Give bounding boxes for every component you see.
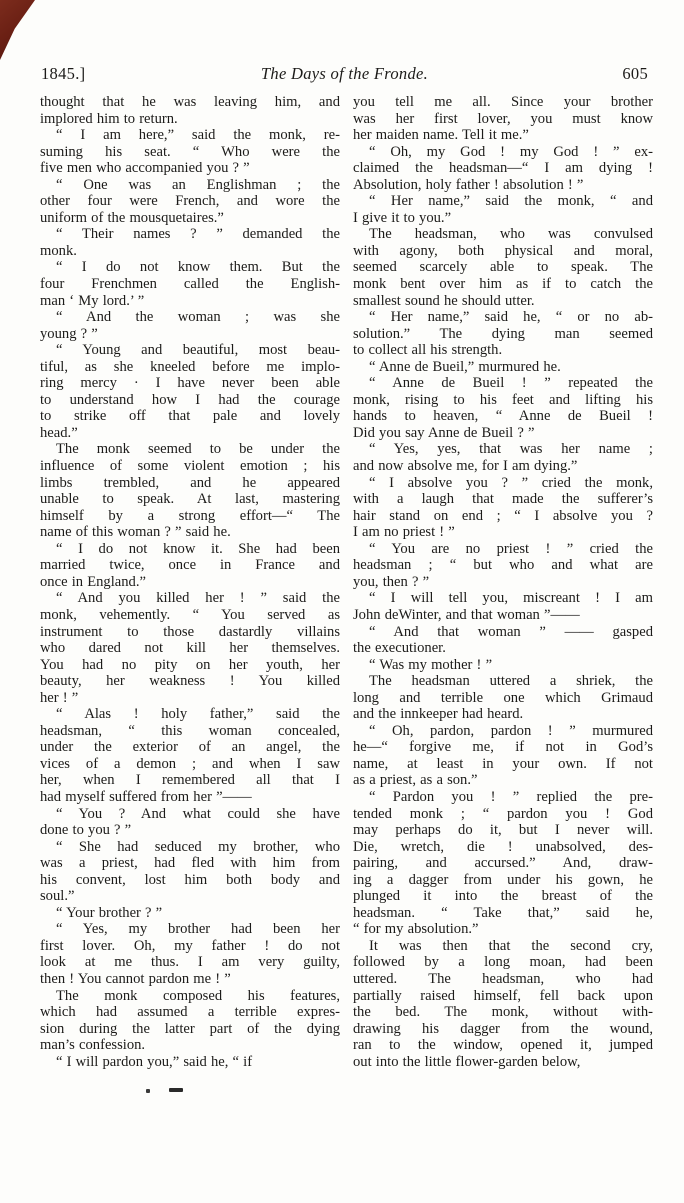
paragraph [353,226,653,309]
paragraph [40,988,340,1054]
text-line: “ And the woman ; was she [56,309,340,326]
paragraph [40,177,340,227]
text-line: plunged it into the breast of the [353,888,653,905]
text-line: her maiden name. Tell it me.” [353,127,529,144]
paragraph [40,706,340,805]
paragraph [353,541,653,591]
text-line: You had no pity on her youth, her [40,656,340,673]
text-line: suming his seat. “ Who were the [40,143,340,160]
paragraph [353,359,653,376]
text-line: “ I do not know them. But the [56,259,340,276]
text-line: “ Yes, yes, that was her name ; [369,441,653,458]
text-line: “ Anne de Bueil ! ” repeated the [369,375,653,392]
text-line: The headsman uttered a shriek, the [369,673,653,690]
text-line: “ Anne de Bueil,” murmured he. [369,358,561,375]
text-line: out into the little flower-garden below, [353,1053,581,1070]
text-line: followed by a long moan, had been [353,954,653,971]
paragraph [353,789,653,938]
paragraph [40,226,340,259]
text-line: “ You ? And what could she have [56,805,340,822]
text-line: I am no priest ! ” [353,524,455,541]
text-line: “ I absolve you ? ” cried the monk, [369,474,653,491]
paragraph [40,441,340,540]
text-line: and the innkeeper had heard. [353,706,524,723]
text-line: her ! ” [40,689,79,706]
text-line: the bed. The monk, without with- [353,1004,653,1021]
text-line: “ Was my mother ! ” [369,656,493,673]
text-line: smallest sound he should utter. [353,292,535,309]
text-line: who dared not kill her themselves. [40,640,340,657]
text-line: which had assumed a terrible expres- [40,1004,340,1021]
paragraph [40,806,340,839]
text-line: “ Her name,” said the monk, “ and [369,193,653,210]
text-line: monk, vehemently. “ You served as [40,606,340,623]
paragraph [40,1054,340,1071]
text-line: look at me thus. I am very guilty, [40,954,340,971]
text-line: monk bent over him as if to catch the [353,276,653,293]
text-line: The headsman, who was convulsed [369,226,653,243]
text-line: name of this woman ? ” said he. [40,524,231,541]
text-line: “ Oh, pardon, pardon ! ” murmured [369,722,653,739]
text-line: “ Alas ! holy father,” said the [56,706,340,723]
text-line: first lover. Oh, my father ! do not [40,937,340,954]
text-line: “ I am here,” said the monk, re- [56,127,340,144]
text-line: solution.” The dying man seemed [353,325,653,342]
text-line: implored him to return. [40,110,178,127]
paragraph [353,938,653,1070]
paragraph [353,193,653,226]
text-line: “ She had seduced my brother, who [56,838,340,855]
text-line: tiful, as she kneeled before me implo- [40,358,340,375]
text-line: seemed scarcely able to speak. The [353,259,653,276]
text-line: “ Young and beautiful, most beau- [56,342,340,359]
text-line: “ And that woman ” —— gasped [369,623,653,640]
text-line: himself by a strong effort—“ The [40,507,340,524]
text-line: to strike off that pale and lovely [40,408,340,425]
text-line: headsman ; “ but who and what are [353,557,653,574]
paragraph [353,657,653,674]
text-line: “ for my absolution.” [353,921,479,938]
paragraph [353,723,653,789]
text-columns [40,94,653,1070]
text-line: you tell me all. Since your brother [353,94,653,110]
text-line: other four were French, and wore the [40,193,340,210]
text-line: I give it to you.” [353,209,452,226]
text-line: monk. [40,242,77,259]
text-line: uniform of the mousquetaires.” [40,209,224,226]
text-line: Die, wretch, die ! unabsolved, des- [353,838,653,855]
text-line: five men who accompanied you ? ” [40,160,250,177]
header-year: 1845.] [41,64,86,83]
text-line: he—“ forgive me, if not in God’s [353,739,653,756]
paragraph [353,94,653,144]
paragraph [353,624,653,657]
text-line: head.” [40,424,78,441]
text-line: claimed the headsman—“ I am dying ! [353,160,653,177]
text-line: uttered. The headsman, who had [353,970,653,987]
text-line: It was then that the second cry, [369,937,653,954]
text-line: thought that he was leaving him, and [40,94,340,110]
text-line: drawing his dagger from the wound, [353,1020,653,1037]
paragraph [353,590,653,623]
text-line: to understand how I had the courage [40,391,340,408]
text-line: the executioner. [353,640,446,657]
text-line: with a laugh that made the sufferer’s [353,491,653,508]
text-line: beauty, her weakness ! You killed [40,673,340,690]
text-line: The monk composed his features, [56,987,340,1004]
text-line: instrument to those dastardly villains [40,623,340,640]
text-line: was a priest, had fled with him from [40,855,340,872]
text-line: tended monk ; “ pardon you ! God [353,805,653,822]
text-line: to collect all his strength. [353,342,503,359]
paragraph [40,94,340,127]
text-line: four Frenchmen called the English- [40,276,340,293]
text-line: married twice, once in France and [40,557,340,574]
text-line: limbs trembled, and he appeared [40,474,340,491]
text-line: “ Her name,” said he, “ or no ab- [369,309,653,326]
text-line: “ Oh, my God ! my God ! ” ex- [369,143,653,160]
text-line: John deWinter, and that woman ”—— [353,606,580,623]
text-line: then ! You cannot pardon me ! ” [40,970,231,987]
text-line: with agony, both physical and moral, [353,242,653,259]
text-line: “ I will tell you, miscreant ! I am [369,590,653,607]
text-line: headsman, “ this woman concealed, [40,722,340,739]
text-line: pairing, and accursed.” And, draw- [353,855,653,872]
text-line: under the exterior of an angel, the [40,739,340,756]
text-line: “ I will pardon you,” said he, “ if [56,1053,253,1070]
text-line: unable to speak. At last, mastering [40,491,340,508]
text-line: “ Yes, my brother had been her [56,921,340,938]
paragraph [40,921,340,987]
text-line: “ Your brother ? ” [56,904,163,921]
text-line: as a priest, as a son.” [353,772,478,789]
paragraph [353,673,653,723]
ink-smudge [146,1089,150,1093]
column-left [40,94,340,1070]
text-line: and now absolve me, for I am dying.” [353,458,578,475]
text-line: man ‘ My lord.’ ” [40,292,145,309]
text-line: man’s confession. [40,1037,146,1054]
paragraph [353,144,653,194]
text-line: “ Pardon you ! ” replied the pre- [369,788,653,805]
text-line: ran to the window, opened it, jumped [353,1037,653,1054]
text-line: you, then ? ” [353,573,430,590]
text-line: “ One was an Englishman ; the [56,176,340,193]
ink-smudge [169,1088,183,1092]
text-line: headsman. “ Take that,” said he, [353,904,653,921]
text-line: “ Their names ? ” demanded the [56,226,340,243]
paragraph [40,905,340,922]
text-line: influence of some violent emotion ; his [40,458,340,475]
text-line: vices of a demon ; and when I saw [40,755,340,772]
text-line: had myself suffered from her ”—— [40,788,252,805]
paragraph [353,441,653,474]
text-line: her, when I remembered all that I [40,772,340,789]
text-line: “ I do not know it. She had been [56,540,340,557]
text-line: sion during the latter part of the dying [40,1020,340,1037]
page-number: 605 [622,64,648,83]
paragraph [353,309,653,359]
paragraph [353,375,653,441]
scan-corner-artifact [0,0,35,60]
paragraph [353,475,653,541]
text-line: young ? ” [40,325,98,342]
text-line: done to you ? ” [40,822,132,839]
text-line: The monk seemed to be under the [56,441,340,458]
paragraph [40,590,340,706]
paragraph [40,541,340,591]
running-head [41,64,648,86]
paragraph [40,839,340,905]
paragraph [40,127,340,177]
text-line: hair stand on end ; “ I absolve you ? [353,507,653,524]
text-line: “ And you killed her ! ” said the [56,590,340,607]
column-right [353,94,653,1070]
text-line: hands to heaven, “ Anne de Bueil ! [353,408,653,425]
text-line: soul.” [40,888,75,905]
page-title: The Days of the Fronde. [260,64,429,83]
text-line: ing a dagger from under his gown, he [353,871,653,888]
text-line: Absolution, holy father ! absolution ! ” [353,176,584,193]
text-line: name, at least in your own. If not [353,755,653,772]
text-line: Did you say Anne de Bueil ? ” [353,424,535,441]
text-line: ring mercy · I have never been able [40,375,340,392]
text-line: partially raised himself, fell back upon [353,987,653,1004]
text-line: once in England.” [40,573,146,590]
text-line: monk, rising to his feet and lifting his [353,391,653,408]
text-line: was her first lover, you must know [353,110,653,127]
text-line: long and terrible one which Grimaud [353,689,653,706]
text-line: his convent, lost him both body and [40,871,340,888]
text-line: “ You are no priest ! ” cried the [369,540,653,557]
paragraph [40,342,340,441]
paragraph [40,309,340,342]
paragraph [40,259,340,309]
text-line: may perhaps do it, but I never will. [353,822,653,839]
